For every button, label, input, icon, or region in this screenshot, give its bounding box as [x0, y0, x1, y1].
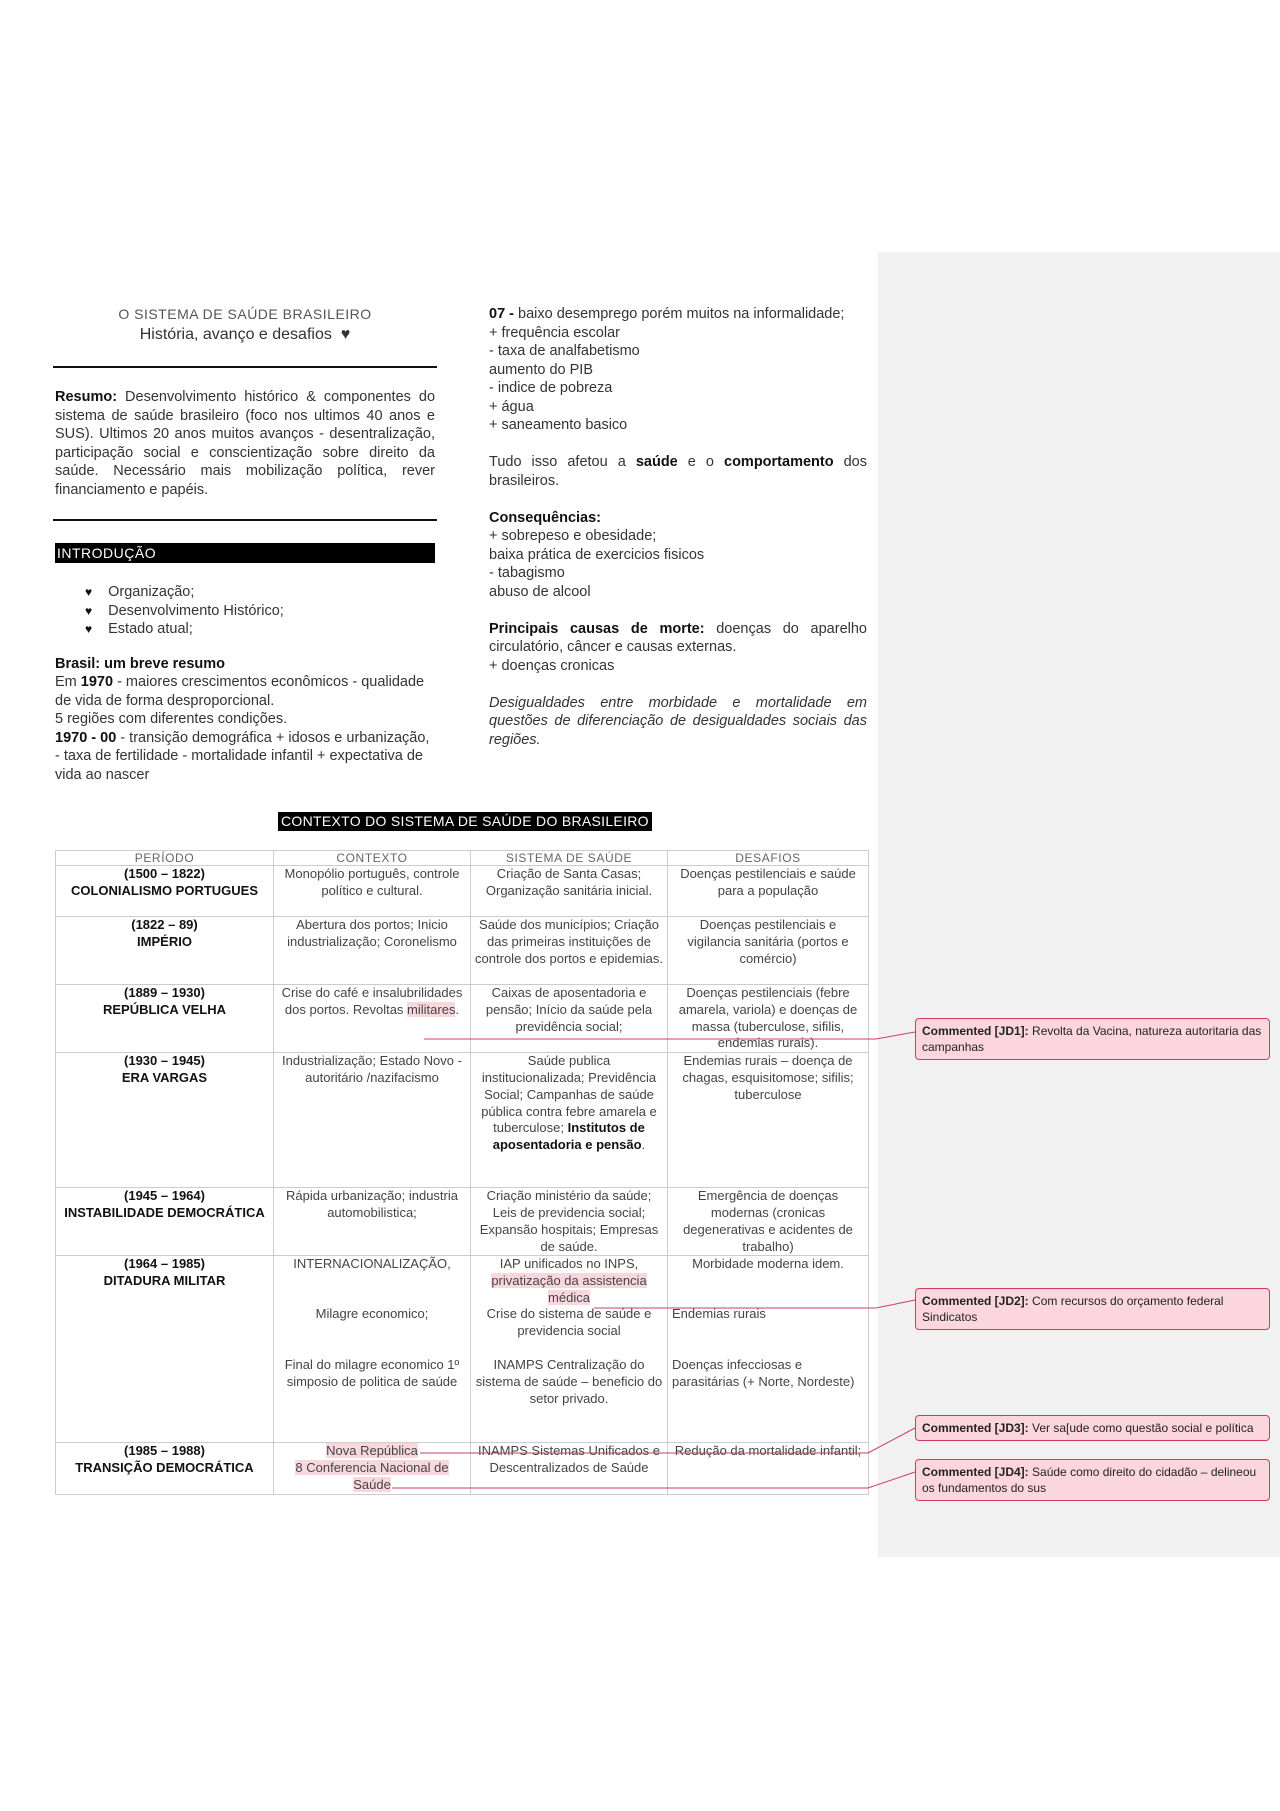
text-bold: comportamento: [724, 454, 834, 470]
sistema-cell: Criação ministério da saúde; Leis de previdencia social; Expansão hospitais; Empresas de saúde.: [471, 1188, 668, 1256]
text-run: Saúde publica institucionalizada; Previdência Social; Campanhas de saúde pública contra febre amarela e tuberculose;: [481, 1053, 657, 1136]
period-dates: (1985 – 1988): [124, 1443, 205, 1459]
cell-line: Final do milagre economico 1º simposio de politica de saúde: [284, 1357, 460, 1390]
sistema-cell: Criação de Santa Casas; Organização sanitária inicial.: [471, 866, 668, 917]
list-item-text: Estado atual;: [108, 621, 193, 637]
table-row: [56, 1188, 869, 1256]
table-row: [56, 1053, 869, 1188]
brasil-heading: Brasil: um breve resumo: [55, 655, 226, 672]
contexto-cell: [274, 985, 471, 1053]
comment-balloon-jd1[interactable]: [915, 1018, 1270, 1060]
comment-text: Saúde como direito do cidadão – delineou os fundamentos do sus: [922, 1465, 1257, 1495]
column-header: DESAFIOS: [668, 851, 869, 866]
intro-bullet-list: [55, 583, 435, 639]
text-run: .: [641, 1137, 646, 1153]
contexto-cell: Industrialização; Estado Novo - autoritário /nazifacismo: [274, 1053, 471, 1188]
heart-bullet-icon: ♥: [85, 603, 93, 618]
cell-line: Milagre economico;: [315, 1306, 429, 1322]
period-name: DITADURA MILITAR: [103, 1273, 226, 1289]
period-cell: [56, 1188, 274, 1256]
period-dates: (1500 – 1822): [124, 866, 205, 881]
table-header-row: [56, 851, 869, 866]
contexto-cell: [274, 1256, 471, 1443]
cell-line: Doenças infecciosas e parasitárias (+ Norte, Nordeste): [672, 1357, 855, 1390]
document-title: O SISTEMA DE SAÚDE BRASILEIRO: [118, 306, 372, 322]
period-name: COLONIALISMO PORTUGUES: [70, 882, 259, 898]
text-run: Crise do café e insalubrilidades dos portos. Revoltas: [281, 985, 463, 1017]
right-column: [489, 305, 867, 749]
comment-text: Ver sa[ude como questão social e política: [1032, 1421, 1254, 1435]
comment-text: Revolta da Vacina, natureza autoritaria das campanhas: [922, 1024, 1262, 1054]
desafios-cell: Endemias rurais – doença de chagas, esquisitomose; sifilis; tuberculose: [668, 1053, 869, 1188]
document-subtitle: [55, 326, 435, 345]
table-row: [56, 1443, 869, 1494]
period-cell: [56, 917, 274, 985]
list-item-text: Desenvolvimento Histórico;: [108, 602, 284, 619]
contexto-cell: Rápida urbanização; industria automobilistica;: [274, 1188, 471, 1256]
text-bold: saúde: [635, 454, 678, 470]
cell-line: INTERNACIONALIZAÇÃO,: [293, 1256, 451, 1272]
table-row: [56, 917, 869, 985]
desafios-cell: Doenças pestilenciais (febre amarela, variola) e doenças de massa (tuberculose, sifilis, endemias rurais).: [668, 985, 869, 1053]
period-cell: [56, 1256, 274, 1443]
list-item: [85, 620, 435, 639]
period-cell: [56, 1443, 274, 1494]
text-run: .: [455, 1001, 460, 1017]
comment-balloon-jd4[interactable]: [915, 1459, 1270, 1501]
indicator-item: - indice de pobreza: [489, 380, 613, 396]
column-header: PERÍODO: [56, 851, 274, 866]
text-run: IAP unificados no INPS,: [499, 1256, 639, 1272]
indicator-item: + frequência escolar: [489, 324, 620, 341]
list-item: [85, 583, 435, 602]
comment-anchor-jd4[interactable]: 8 Conferencia Nacional de Saúde: [295, 1460, 449, 1492]
text-run: baixo desemprego porém muitos na informalidade;: [514, 306, 845, 322]
period-name: INSTABILIDADE DEMOCRÁTICA: [64, 1204, 265, 1220]
comment-pane: [878, 252, 1280, 1557]
text-bold: 1970: [80, 674, 114, 690]
comment-balloon-jd3[interactable]: [915, 1415, 1270, 1441]
left-column: [55, 305, 435, 784]
period-name: REPÚBLICA VELHA: [102, 1001, 227, 1017]
consequence-item: baixa prática de exercicios fisicos: [489, 546, 705, 563]
cell-line: Crise do sistema de saúde e previdencia social: [486, 1306, 652, 1339]
comment-balloon-jd2[interactable]: [915, 1288, 1270, 1330]
table-title: CONTEXTO DO SISTEMA DE SAÚDE DO BRASILEIRO: [278, 812, 652, 831]
resumo-label: Resumo:: [55, 389, 118, 405]
period-cell: [56, 866, 274, 917]
period-name: IMPÉRIO: [137, 933, 192, 949]
heart-bullet-icon: ♥: [85, 622, 93, 636]
text-bold: Institutos de aposentadoria e pensão: [492, 1120, 645, 1153]
desafios-cell: Emergência de doenças modernas (cronicas degenerativas e acidentes de trabalho): [668, 1188, 869, 1256]
cell-line: Morbidade moderna idem.: [692, 1256, 844, 1272]
period-name: ERA VARGAS: [121, 1069, 208, 1085]
cell-line: INAMPS Centralização do sistema de saúde – beneficio do setor privado.: [475, 1357, 663, 1406]
intro-heading: INTRODUÇÃO: [55, 543, 435, 563]
text-bold: Principais causas de morte:: [489, 620, 705, 637]
text-run: Tudo isso afetou a: [489, 454, 636, 470]
resumo-paragraph: [55, 388, 435, 499]
table-row: [56, 985, 869, 1053]
consequence-item: - tabagismo: [489, 565, 565, 581]
comment-author: Commented [JD4]:: [922, 1465, 1029, 1479]
desafios-cell: Doenças pestilenciais e vigilancia sanitária (portos e comércio): [668, 917, 869, 985]
sistema-cell: INAMPS Sistemas Unificados e Descentralizados de Saúde: [471, 1443, 668, 1494]
comment-author: Commented [JD1]:: [922, 1024, 1029, 1038]
period-dates: (1822 – 89): [131, 917, 198, 932]
causas-extra: + doenças cronicas: [489, 657, 615, 674]
table-row: [56, 866, 869, 917]
resumo-text: Desenvolvimento histórico & componentes do sistema de saúde brasileiro (foco nos ultimos 40 anos e SUS). Ultimos 20 anos muitos avanços - desentralização, participação social e conscientização sobre direito da saúde. Necessário mais mobilização política, rever financiamento e papéis.: [55, 389, 436, 498]
brasil-line-3: [55, 729, 435, 785]
causas-paragraph: [489, 620, 867, 657]
comment-text: Com recursos do orçamento federal Sindicatos: [922, 1294, 1224, 1324]
heart-icon: ♥: [340, 325, 351, 343]
sistema-cell: [471, 1053, 668, 1188]
column-header: CONTEXTO: [274, 851, 471, 866]
consequencias-heading: Consequências:: [489, 509, 601, 526]
subtitle-text: História, avanço e desafios: [139, 325, 332, 343]
text-bold: 07 -: [489, 306, 514, 322]
period-dates: (1889 – 1930): [124, 985, 205, 1000]
desafios-cell: Redução da mortalidade infantil;: [668, 1443, 869, 1494]
text-run: dos brasileiros.: [489, 454, 867, 489]
period-name: TRANSIÇÃO DEMOCRÁTICA: [75, 1460, 254, 1476]
divider: [53, 366, 437, 368]
text-run: doenças do aparelho circulatório, câncer e causas externas.: [489, 620, 867, 655]
text-run: Em: [55, 674, 81, 690]
sistema-cell: Saúde dos municípios; Criação das primeiras instituições de controle dos portos e epidemias.: [471, 917, 668, 985]
consequence-item: + sobrepeso e obesidade;: [489, 528, 657, 544]
comment-author: Commented [JD3]:: [922, 1421, 1029, 1435]
period-dates: (1930 – 1945): [124, 1053, 205, 1069]
period-cell: [56, 1053, 274, 1188]
brasil-line-1: [55, 673, 435, 710]
indicator-item: - taxa de analfabetismo: [489, 343, 640, 359]
context-table: [55, 850, 869, 1495]
sistema-cell: Caixas de aposentadoria e pensão; Início da saúde pela previdência social;: [471, 985, 668, 1053]
text-run: e o: [677, 454, 724, 470]
divider: [53, 519, 437, 521]
italic-note: Desigualdades entre morbidade e mortalidade em questões de diferenciação de desigualdades sociais das regiões.: [489, 694, 867, 748]
column-header: SISTEMA DE SAÚDE: [471, 851, 668, 866]
sistema-cell: [471, 1256, 668, 1443]
indicator-item: + água: [489, 398, 534, 415]
contexto-cell: Abertura dos portos; Inicio industrialização; Coronelismo: [274, 917, 471, 985]
period-cell: [56, 985, 274, 1053]
comment-anchor-jd2[interactable]: privatização da assistencia médica: [491, 1273, 647, 1305]
table-row: [56, 1256, 869, 1443]
comment-anchor-jd1[interactable]: militares: [407, 1001, 456, 1017]
period-dates: (1945 – 1964): [124, 1188, 205, 1204]
desafios-cell: [668, 1256, 869, 1443]
desafios-cell: Doenças pestilenciais e saúde para a população: [668, 866, 869, 917]
indicator-item: + saneamento basico: [489, 417, 628, 433]
cell-line: [475, 1256, 663, 1306]
heart-bullet-icon: ♥: [85, 585, 93, 599]
line-07: [489, 305, 867, 324]
comment-anchor-jd3[interactable]: Nova República: [326, 1443, 418, 1459]
list-item-text: Organização;: [108, 584, 195, 600]
text-bold: 1970 - 00: [55, 729, 117, 746]
afetou-paragraph: [489, 453, 867, 490]
period-dates: (1964 – 1985): [124, 1256, 205, 1272]
contexto-cell: [274, 1443, 471, 1494]
list-item: [85, 602, 435, 621]
cell-line: Endemias rurais: [672, 1306, 766, 1322]
contexto-cell: Monopólio português, controle político e cultural.: [274, 866, 471, 917]
brasil-line-2: 5 regiões com diferentes condições.: [55, 711, 288, 727]
comment-author: Commented [JD2]:: [922, 1294, 1029, 1308]
consequence-item: abuso de alcool: [489, 583, 591, 600]
text-run: - transição demográfica + idosos e urbanização, - taxa de fertilidade - mortalidade infantil + expectativa de vida ao nascer: [55, 729, 430, 783]
indicator-item: aumento do PIB: [489, 361, 593, 378]
text-run: - maiores crescimentos econômicos - qualidade de vida de forma desproporcional.: [55, 674, 425, 709]
